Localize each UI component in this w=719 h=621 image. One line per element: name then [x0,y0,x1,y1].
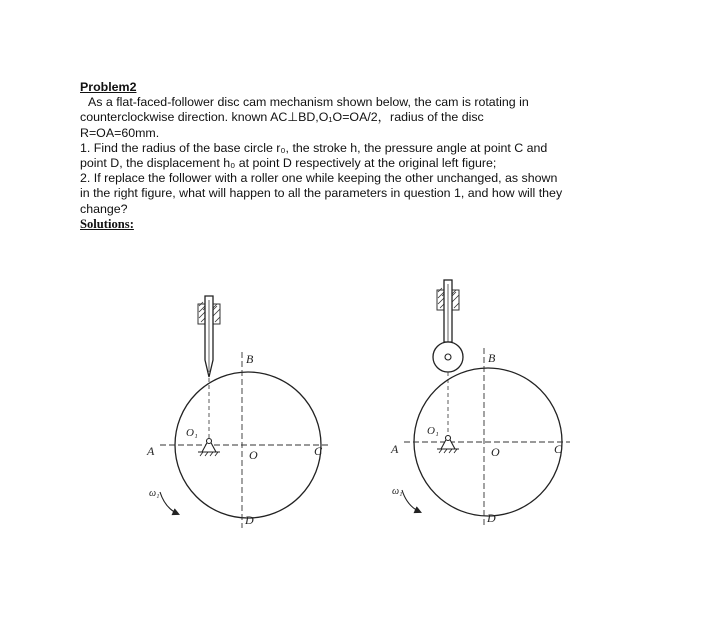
left-pivot-o1 [198,439,220,457]
left-follower-stem [205,296,213,377]
solutions-label: Solutions: [80,216,134,231]
intro-line-3: R=OA=60mm. [80,125,160,140]
left-label-omega: ω₁ [149,488,160,499]
intro-line-1: As a flat-faced-follower disc cam mechanism shown below, the cam is rotating in [88,95,529,110]
right-figure-roller-follower [390,280,570,526]
problem-heading: Problem2 [80,80,137,94]
question-1-line-1: 1. Find the radius of the base circle r₀, the stroke h, the pressure angle at point C and [80,140,548,155]
left-label-A: A [147,444,155,458]
question-1-line-2: point D, the displacement h₀ at point D respectively at the original left figure; [80,156,497,171]
right-label-O1: O₁ [427,425,439,437]
question-2-line-1: 2. If replace the follower with a roller one while keeping the other unchanged, as shown [80,171,558,186]
left-label-O1: O₁ [186,427,198,439]
right-follower-stem [444,280,452,342]
right-label-A: A [391,442,399,456]
left-label-B: B [246,352,254,366]
right-label-omega: ω₁ [392,486,403,497]
right-label-D: D [487,511,496,525]
left-label-O: O [249,448,258,462]
right-rotation-arrow [402,490,420,512]
question-2-line-2: in the right figure, what will happen to all the parameters in question 1, and how will they [80,186,563,201]
right-pivot-o1 [437,436,459,454]
left-label-D: D [245,513,254,527]
left-label-C: C [314,444,323,458]
left-figure-flat-faced-follower [146,296,330,528]
right-label-C: C [554,442,563,456]
right-roller-pin [445,354,451,360]
left-rotation-arrow [160,492,178,514]
right-label-B: B [488,351,496,365]
right-label-O: O [491,445,500,459]
question-2-line-3: change? [80,201,128,216]
intro-line-2: counterclockwise direction. known AC⊥BD,O₁O=OA/2，radius of the disc [80,110,484,125]
